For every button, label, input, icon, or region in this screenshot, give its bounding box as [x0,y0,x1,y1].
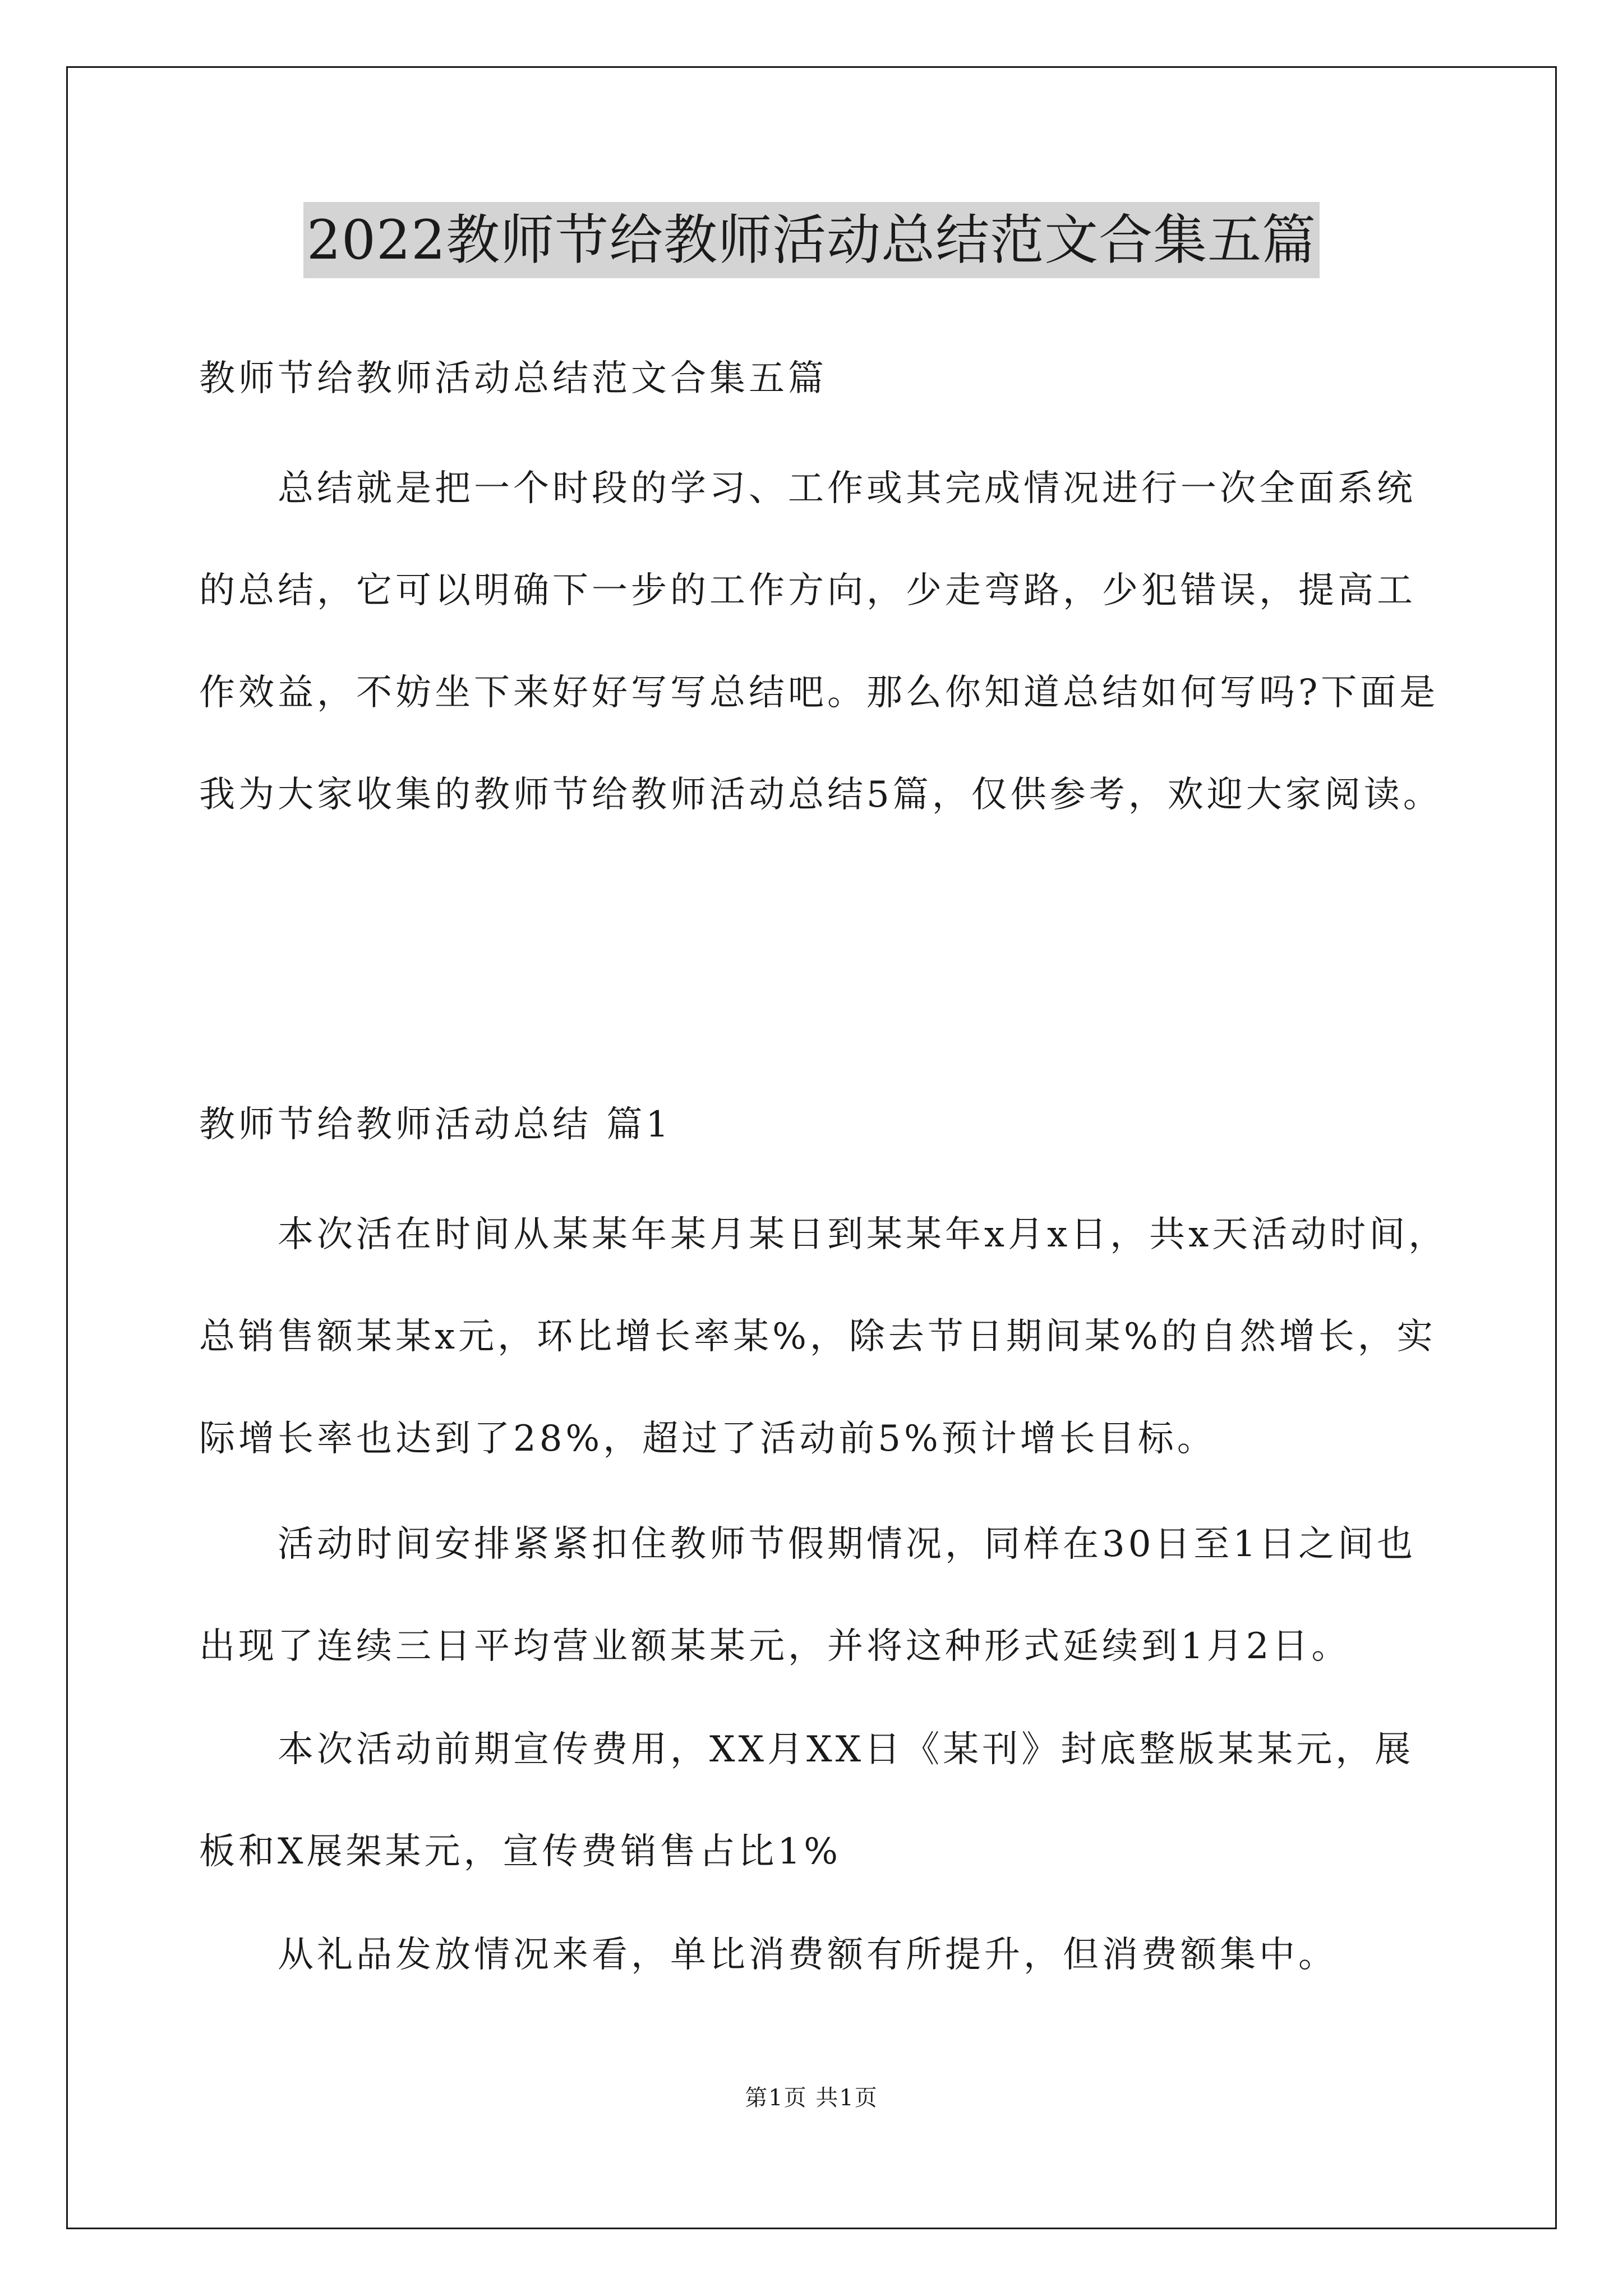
body-paragraph-3: 本次活动前期宣传费用，XX月XX日《某刊》封底整版某某元，展板和X展架某元，宣传费销售占比1% [199,1729,1414,1872]
section-heading: 教师节给教师活动总结 篇1 [199,1104,672,1145]
intro-paragraph: 总结就是把一个时段的学习、工作或其完成情况进行一次全面系统的总结，它可以明确下一步的工作方向，少走弯路，少犯错误，提高工作效益，不妨坐下来好好写写总结吧。那么你知道总结如何写吗?下面是我为大家收集的教师节给教师活动总结5篇，仅供参考，欢迎大家阅读。 [199,468,1442,816]
body-paragraph-4: 从礼品发放情况来看，单比消费额有所提升，但消费额集中。 [278,1934,1338,1976]
page-footer: 第1页 共1页 [745,2085,878,2111]
document-title: 2022教师节给教师活动总结范文合集五篇 [303,202,1320,278]
body-paragraph-2: 活动时间安排紧紧扣住教师节假期情况，同样在30日至1日之间也出现了连续三日平均营业额某某元，并将这种形式延续到1月2日。 [199,1524,1417,1667]
body-paragraph-1: 本次活在时间从某某年某月某日到某某年x月x日，共x天活动时间，总销售额某某x元，环比增长率某%，除去节日期间某%的自然增长，实际增长率也达到了28%，超过了活动前5%预计增长目标。 [199,1214,1448,1460]
document-subtitle: 教师节给教师活动总结范文合集五篇 [199,358,827,399]
title-container [0,202,1623,278]
